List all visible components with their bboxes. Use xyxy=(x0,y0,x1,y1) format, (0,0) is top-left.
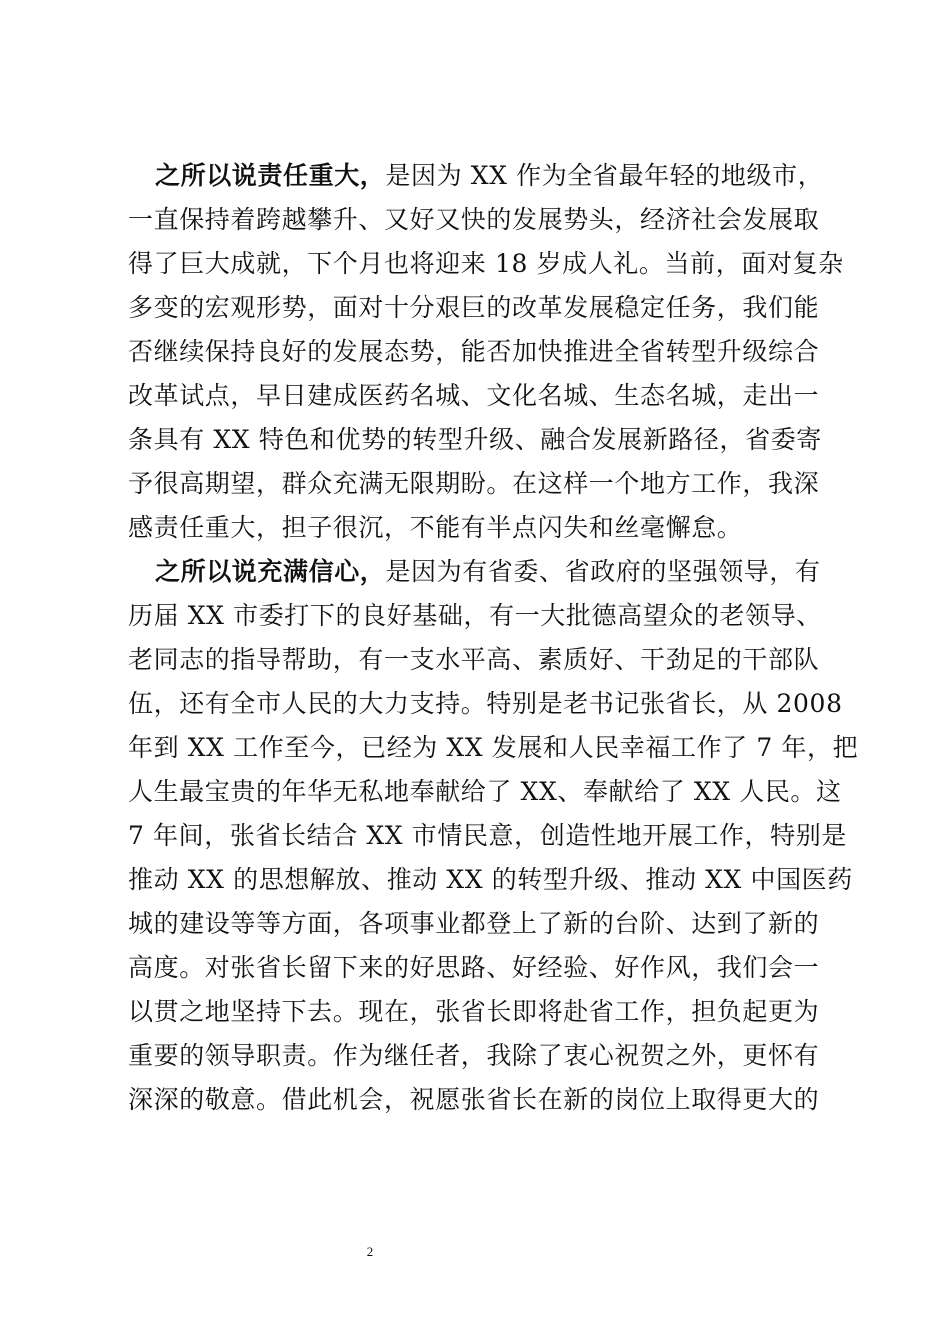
paragraph-2-line-1 xyxy=(155,552,821,592)
paragraph-1-line-3: 得了巨大成就，下个月也将迎来 18 岁成人礼。当前，面对复杂 xyxy=(128,249,844,278)
paragraph-2-line-3: 老同志的指导帮助，有一支水平高、素质好、干劲足的干部队 xyxy=(128,645,820,674)
paragraph-1-line-5: 否继续保持良好的发展态势，能否加快推进全省转型升级综合 xyxy=(128,337,820,366)
paragraph-2-line-11: 以贯之地坚持下去。现在，张省长即将赴省工作，担负起更为 xyxy=(128,997,820,1026)
paragraph-2-line-13: 深深的敬意。借此机会，祝愿张省长在新的岗位上取得更大的 xyxy=(128,1085,820,1114)
paragraph-1-line-2: 一直保持着跨越攀升、又好又快的发展势头，经济社会发展取 xyxy=(128,205,820,234)
paragraph-1-line-1 xyxy=(155,156,823,196)
paragraph-1-text: 是因为 XX 作为全省最年轻的地级市， xyxy=(385,161,824,190)
paragraph-1-line-8: 予很高期望，群众充满无限期盼。在这样一个地方工作，我深 xyxy=(128,469,820,498)
paragraph-2-line-8: 推动 XX 的思想解放、推动 XX 的转型升级、推动 XX 中国医药 xyxy=(128,865,853,894)
paragraph-2-line-7: 7 年间，张省长结合 XX 市情民意，创造性地开展工作，特别是 xyxy=(128,821,847,850)
paragraph-2-lead: 之所以说充满信心， xyxy=(155,557,386,586)
paragraph-1-lead: 之所以说责任重大， xyxy=(155,161,386,190)
paragraph-1-line-4: 多变的宏观形势，面对十分艰巨的改革发展稳定任务，我们能 xyxy=(128,293,820,322)
paragraph-2-line-10: 高度。对张省长留下来的好思路、好经验、好作风，我们会一 xyxy=(128,953,820,982)
page-number: 2 xyxy=(366,1244,374,1259)
paragraph-2-line-4: 伍，还有全市人民的大力支持。特别是老书记张省长，从 2008 xyxy=(128,689,843,718)
paragraph-2-line-12: 重要的领导职责。作为继任者，我除了衷心祝贺之外，更怀有 xyxy=(128,1041,820,1070)
paragraph-2-line-5: 年到 XX 工作至今，已经为 XX 发展和人民幸福工作了 7 年，把 xyxy=(128,733,859,762)
paragraph-2-text: 是因为有省委、省政府的坚强领导，有 xyxy=(385,557,821,586)
paragraph-2-line-2: 历届 XX 市委打下的良好基础，有一大批德高望众的老领导、 xyxy=(128,601,822,630)
paragraph-2-line-6: 人生最宝贵的年华无私地奉献给了 XX、奉献给了 XX 人民。这 xyxy=(128,777,842,806)
paragraph-1-line-7: 条具有 XX 特色和优势的转型升级、融合发展新路径，省委寄 xyxy=(128,425,822,454)
paragraph-2-line-9: 城的建设等等方面，各项事业都登上了新的台阶、达到了新的 xyxy=(128,909,820,938)
paragraph-1-line-6: 改革试点，早日建成医药名城、文化名城、生态名城，走出一 xyxy=(128,381,820,410)
paragraph-1-line-9: 感责任重大，担子很沉，不能有半点闪失和丝毫懈怠。 xyxy=(128,513,743,542)
